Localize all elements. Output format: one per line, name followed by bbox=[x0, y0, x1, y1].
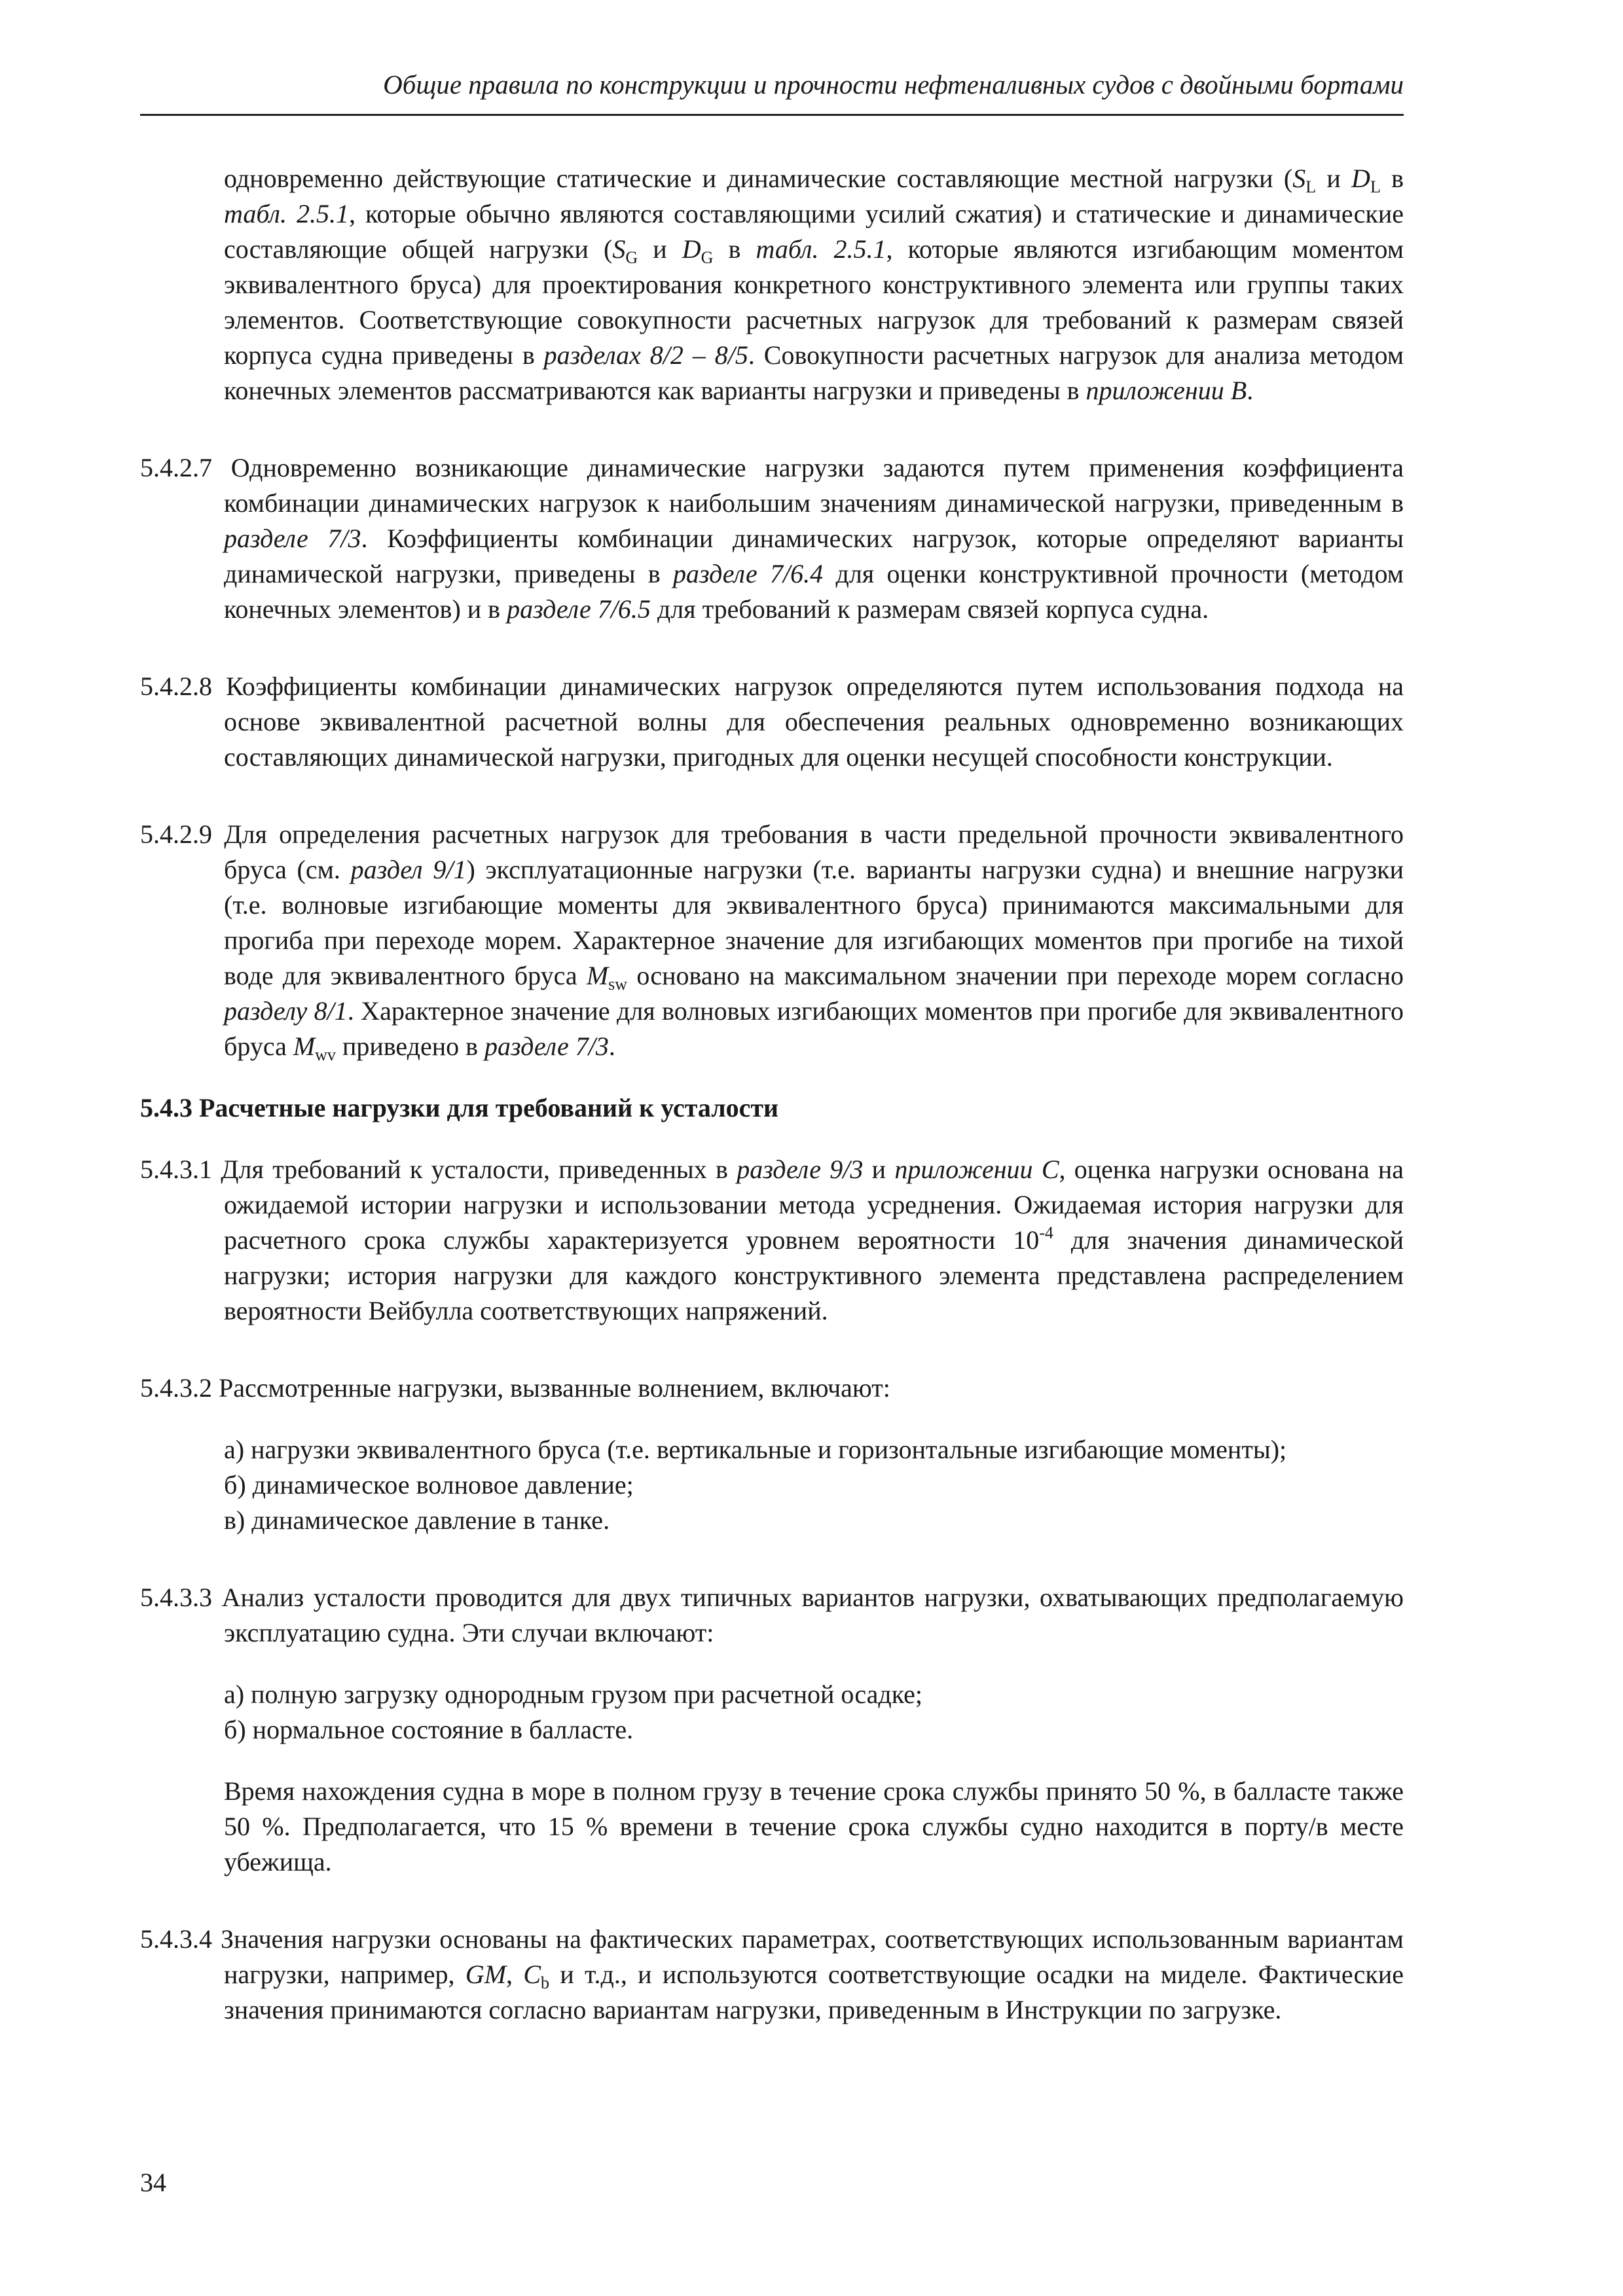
paragraph-5-4-2-9 bbox=[140, 817, 1404, 1064]
text-run: . Совокупности расчетных нагрузок для анализа методом конечных элементов рассматриваются как варианты нагрузки и приведены в bbox=[224, 340, 1404, 405]
text-run: D bbox=[1351, 164, 1370, 193]
text-run: основано на максимальном значении при переходе морем согласно bbox=[627, 961, 1404, 990]
list-item: а) нагрузки эквивалентного бруса (т.е. вертикальные и горизонтальные изгибающие моменты); bbox=[224, 1435, 1287, 1464]
text-run: GM bbox=[465, 1960, 507, 1989]
text-run: 5.4.3.2 Рассмотренные нагрузки, вызванные волнением, включают: bbox=[140, 1373, 890, 1403]
text-run: Время нахождения судна в море в полном грузу в течение срока службы принято 50 %, в балласте также 50 %. Предполагается, что 15 % времени в течение срока службы судно находится в порту/в месте убежища. bbox=[224, 1776, 1404, 1876]
text-run: 5.4.2.8 Коэффициенты комбинации динамических нагрузок определяются путем использования подхода на основе эквивалентной расчетной волны для обеспечения реальных одновременно возникающих составляющих динамической нагрузки, пригодных для оценки несущей способности конструкции. bbox=[140, 672, 1404, 772]
text-run: табл. 2.5.1 bbox=[756, 234, 886, 264]
text-run: разделу 8/1 bbox=[224, 996, 348, 1026]
running-header: Общие правила по конструкции и прочности нефтеналивных судов с двойными бортами bbox=[383, 69, 1404, 99]
paragraph-5-4-3-3 bbox=[140, 1580, 1404, 1651]
text-run: одновременно действующие статические и динамические составляющие местной нагрузки ( bbox=[224, 164, 1293, 193]
text-run: приведено в bbox=[335, 1031, 485, 1061]
text-run: ) эксплуатационные нагрузки (т.е. варианты нагрузки судна) и внешние нагрузки (т.е. волновые изгибающие моменты для эквивалентного бруса) принимаются максимальными для прогиба при переходе морем. Характерное значение для изгибающих моментов при прогибе на тихой воде для эквивалентного бруса bbox=[224, 855, 1404, 990]
text-run: L bbox=[1370, 177, 1381, 196]
text-run: разделе 7/6.4 bbox=[672, 559, 824, 588]
text-run: , которые обычно являются составляющими усилий сжатия) и статические и динамические составляющие общей нагрузки ( bbox=[224, 199, 1404, 264]
paragraph-5-4-3-1 bbox=[140, 1152, 1404, 1329]
text-run: G bbox=[701, 248, 714, 267]
text-run: L bbox=[1305, 177, 1317, 196]
text-run: и bbox=[638, 234, 682, 264]
text-run: . Коэффициенты комбинации динамических нагрузок, которые определяют варианты динамической нагрузки, приведены в bbox=[224, 524, 1404, 588]
text-run: и bbox=[1316, 164, 1352, 193]
text-run: в bbox=[1380, 164, 1404, 193]
text-run: , bbox=[506, 1960, 524, 1989]
text-run: и т.д., и используются соответствующие осадки на миделе. Фактические значения принимаются согласно вариантам нагрузки, приведенным в Инструкции по загрузке. bbox=[224, 1960, 1404, 2024]
text-run: 5.4.2.7 Одновременно возникающие динамические нагрузки задаются путем применения коэффициента комбинации динамических нагрузок к наибольшим значениям динамической нагрузки, приведенным в bbox=[140, 453, 1404, 518]
header-rule bbox=[140, 114, 1404, 116]
text-run: C bbox=[523, 1960, 541, 1989]
text-run: sw bbox=[608, 975, 628, 994]
paragraph-time-at-sea bbox=[140, 1774, 1404, 1880]
text-run: , оценка нагрузки основана на ожидаемой истории нагрузки и использовании метода усреднения. Ожидаемая история нагрузки для расчетного срока службы характеризуется уровнем вероятности 10 bbox=[224, 1155, 1404, 1255]
list-item: б) динамическое волновое давление; bbox=[224, 1470, 634, 1499]
paragraph-5-4-2-7 bbox=[140, 450, 1404, 627]
text-run: , которые являются изгибающим моментом эквивалентного бруса) для проектирования конкретного конструктивного элемента или группы таких элементов. Соответствующие совокупности расчетных нагрузок для требований к размерам связей корпуса судна приведены в bbox=[224, 234, 1404, 370]
text-run: приложении С bbox=[894, 1155, 1059, 1184]
text-run: -4 bbox=[1039, 1223, 1053, 1242]
text-run: табл. 2.5.1 bbox=[224, 199, 349, 228]
text-run: . bbox=[1247, 376, 1254, 405]
text-run: S bbox=[612, 234, 626, 264]
load-cases-list bbox=[140, 1677, 1404, 1748]
text-run: 5.4.2.9 Для определения расчетных нагрузок для требования в части предельной прочности эквивалентного бруса (см. bbox=[140, 819, 1404, 884]
page-body bbox=[140, 161, 1404, 2028]
text-run: разделе 7/3 bbox=[224, 524, 361, 553]
text-run: 5.4.3.4 Значения нагрузки основаны на фактических параметрах, соответствующих использованным вариантам нагрузки, например, bbox=[140, 1924, 1404, 1989]
list-item: а) полную загрузку однородным грузом при расчетной осадке; bbox=[224, 1679, 923, 1709]
paragraph-5-4-2-8 bbox=[140, 669, 1404, 775]
text-run: M bbox=[586, 961, 609, 990]
list-item: в) динамическое давление в танке. bbox=[224, 1505, 610, 1535]
text-run: D bbox=[682, 234, 701, 264]
text-run: в bbox=[713, 234, 756, 264]
text-run: и bbox=[863, 1155, 895, 1184]
text-run: S bbox=[1292, 164, 1306, 193]
text-run: M bbox=[293, 1031, 316, 1061]
text-run: G bbox=[625, 248, 638, 267]
text-run: 5.4.3.1 Для требований к усталости, приведенных в bbox=[140, 1155, 737, 1184]
text-run: для оценки конструктивной прочности (методом конечных элементов) и в bbox=[224, 559, 1404, 624]
list-item: б) нормальное состояние в балласте. bbox=[224, 1715, 634, 1744]
text-run: для требований к размерам связей корпуса судна. bbox=[650, 594, 1209, 624]
text-run: разделе 7/6.5 bbox=[507, 594, 651, 624]
text-run: для значения динамической нагрузки; история нагрузки для каждого конструктивного элемента представлена распределением вероятности Вейбулла соответствующих напряжений. bbox=[224, 1225, 1404, 1325]
text-run: разделах 8/2 – 8/5 bbox=[543, 340, 748, 370]
page-number: 34 bbox=[140, 2168, 166, 2197]
text-run: разделе 7/3 bbox=[484, 1031, 609, 1061]
text-run: разделе 9/3 bbox=[737, 1155, 864, 1184]
wave-loads-list bbox=[140, 1432, 1404, 1538]
text-run: 5.4.3 Расчетные нагрузки для требований к усталости bbox=[140, 1093, 779, 1122]
text-run: приложении В bbox=[1085, 376, 1247, 405]
text-run: . bbox=[608, 1031, 615, 1061]
section-heading-5-4-3 bbox=[140, 1090, 1404, 1126]
paragraph-continuation bbox=[140, 161, 1404, 408]
text-run: 5.4.3.3 Анализ усталости проводится для двух типичных вариантов нагрузки, охватывающих предполагаемую эксплуатацию судна. Эти случаи включают: bbox=[140, 1583, 1404, 1647]
text-run: b bbox=[541, 1973, 550, 1992]
text-run: wv bbox=[315, 1045, 336, 1064]
paragraph-5-4-3-2 bbox=[140, 1371, 1404, 1406]
text-run: раздел 9/1 bbox=[350, 855, 467, 884]
text-run: . Характерное значение для волновых изгибающих моментов при прогибе для эквивалентного бруса bbox=[224, 996, 1404, 1061]
paragraph-5-4-3-4 bbox=[140, 1922, 1404, 2028]
